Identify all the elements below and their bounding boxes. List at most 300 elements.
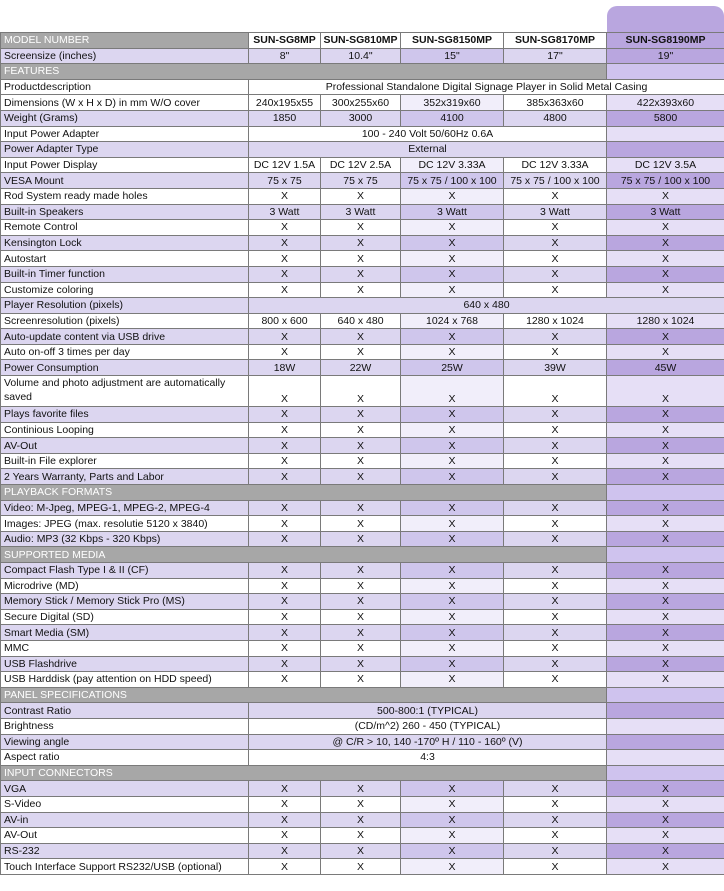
spec-label: Continious Looping (1, 422, 249, 438)
spec-value: X (607, 812, 724, 828)
spec-value: X (401, 453, 504, 469)
spec-value: DC 12V 2.5A (321, 157, 401, 173)
spec-value: X (607, 781, 724, 797)
spec-row (1, 828, 724, 844)
spec-value: 1850 (249, 110, 321, 126)
spec-value: X (401, 251, 504, 267)
spec-label: Touch Interface Support RS232/USB (optional) (1, 859, 249, 875)
spec-value: X (249, 594, 321, 610)
spec-value: X (401, 812, 504, 828)
spec-label: Input Power Adapter (1, 126, 249, 142)
spec-value: X (249, 656, 321, 672)
spec-value: X (504, 266, 607, 282)
spec-value: X (504, 843, 607, 859)
spec-value: X (401, 828, 504, 844)
spec-value: X (321, 469, 401, 485)
spec-label: Smart Media (SM) (1, 625, 249, 641)
spec-row (1, 79, 724, 95)
spec-row (1, 313, 724, 329)
spec-value: X (504, 469, 607, 485)
spec-label: RS-232 (1, 843, 249, 859)
spec-value: X (607, 469, 724, 485)
spec-value: 385x363x60 (504, 95, 607, 111)
spec-label: Power Adapter Type (1, 142, 249, 158)
spec-value: X (401, 843, 504, 859)
section-accent-cell (607, 64, 724, 80)
spec-value: DC 12V 1.5A (249, 157, 321, 173)
spec-value: X (607, 594, 724, 610)
spec-value: X (504, 609, 607, 625)
spec-value: X (249, 625, 321, 641)
spec-value: X (249, 500, 321, 516)
spec-value: 17" (504, 48, 607, 64)
spec-row (1, 500, 724, 516)
section-title: PLAYBACK FORMATS (1, 485, 607, 501)
spec-value: X (607, 235, 724, 251)
spec-value: X (321, 812, 401, 828)
spec-row (1, 703, 724, 719)
spec-label: Images: JPEG (max. resolutie 5120 x 3840) (1, 516, 249, 532)
spec-value: X (249, 282, 321, 298)
spec-label: Built-in Speakers (1, 204, 249, 220)
spec-value: X (401, 266, 504, 282)
spec-value: 1024 x 768 (401, 313, 504, 329)
spec-value: X (504, 344, 607, 360)
spec-value: X (401, 563, 504, 579)
spec-value: X (249, 843, 321, 859)
spec-label: Secure Digital (SD) (1, 609, 249, 625)
spec-row (1, 563, 724, 579)
spec-value: X (321, 516, 401, 532)
spec-label: Brightness (1, 718, 249, 734)
spec-label: Screensize (inches) (1, 48, 249, 64)
spec-value-empty (607, 142, 724, 158)
spec-value: 19" (607, 48, 724, 64)
spec-value: 75 x 75 (249, 173, 321, 189)
spec-label: Kensington Lock (1, 235, 249, 251)
spec-value: X (321, 344, 401, 360)
spec-value: X (504, 672, 607, 688)
spec-value: X (401, 672, 504, 688)
spec-value: X (504, 251, 607, 267)
spec-value: X (504, 500, 607, 516)
spec-row (1, 173, 724, 189)
spec-value: 22W (321, 360, 401, 376)
spec-row (1, 718, 724, 734)
spec-row (1, 48, 724, 64)
spec-value: 3 Watt (321, 204, 401, 220)
spec-value: X (401, 329, 504, 345)
spec-row (1, 344, 724, 360)
spec-value-empty (607, 734, 724, 750)
spec-value: X (249, 516, 321, 532)
section-accent-cell (607, 687, 724, 703)
spec-label: Contrast Ratio (1, 703, 249, 719)
spec-row (1, 796, 724, 812)
spec-value: X (321, 609, 401, 625)
spec-row (1, 453, 724, 469)
spec-table (0, 32, 724, 875)
spec-value: X (249, 266, 321, 282)
spec-value: X (401, 656, 504, 672)
spec-value: 352x319x60 (401, 95, 504, 111)
spec-value: X (321, 828, 401, 844)
spec-value: 422x393x60 (607, 95, 724, 111)
spec-row (1, 235, 724, 251)
spec-value: X (607, 251, 724, 267)
spec-value: X (504, 828, 607, 844)
spec-value: X (607, 672, 724, 688)
spec-value: X (321, 796, 401, 812)
spec-value: DC 12V 3.5A (607, 157, 724, 173)
spec-label: Input Power Display (1, 157, 249, 173)
spec-label: MODEL NUMBER (1, 33, 249, 49)
spec-value: X (504, 625, 607, 641)
spec-value: X (504, 859, 607, 875)
section-title: INPUT CONNECTORS (1, 765, 607, 781)
spec-value: X (504, 796, 607, 812)
spec-label: Auto on-off 3 times per day (1, 344, 249, 360)
spec-value: X (607, 625, 724, 641)
spec-value: X (249, 220, 321, 236)
spec-label: AV-Out (1, 438, 249, 454)
model-header-row (1, 33, 724, 49)
spec-value: X (249, 859, 321, 875)
spec-label: S-Video (1, 796, 249, 812)
spec-value: X (504, 531, 607, 547)
spec-value: X (321, 407, 401, 423)
spec-row (1, 859, 724, 875)
spec-label: Player Resolution (pixels) (1, 298, 249, 314)
spec-value: X (504, 235, 607, 251)
spec-row (1, 142, 724, 158)
spec-label: Microdrive (MD) (1, 578, 249, 594)
spec-label: Autostart (1, 251, 249, 267)
spec-value: X (249, 609, 321, 625)
model-name: SUN-SG8150MP (401, 33, 504, 49)
spec-label: USB Flashdrive (1, 656, 249, 672)
model-name: SUN-SG8190MP (607, 33, 724, 49)
spec-value: X (607, 266, 724, 282)
spec-value: X (607, 796, 724, 812)
spec-value: 4100 (401, 110, 504, 126)
spec-value-spanning: 640 x 480 (249, 298, 724, 314)
spec-value-empty (607, 126, 724, 142)
spec-value: X (607, 500, 724, 516)
spec-row (1, 220, 724, 236)
spec-row (1, 95, 724, 111)
spec-row (1, 734, 724, 750)
spec-label: Built-in Timer function (1, 266, 249, 282)
spec-row (1, 640, 724, 656)
spec-value: X (321, 266, 401, 282)
spec-label: VESA Mount (1, 173, 249, 189)
spec-label: Screenresolution (pixels) (1, 313, 249, 329)
spec-value: X (607, 438, 724, 454)
section-accent-cell (607, 765, 724, 781)
spec-value: X (607, 376, 724, 407)
spec-value: 5800 (607, 110, 724, 126)
spec-row (1, 376, 724, 407)
spec-value: 75 x 75 / 100 x 100 (504, 173, 607, 189)
spec-label: AV-in (1, 812, 249, 828)
spec-label: Remote Control (1, 220, 249, 236)
spec-value: X (249, 812, 321, 828)
spec-label: Audio: MP3 (32 Kbps - 320 Kbps) (1, 531, 249, 547)
spec-value: X (401, 469, 504, 485)
spec-value: X (607, 422, 724, 438)
spec-value: X (321, 531, 401, 547)
spec-value: X (504, 594, 607, 610)
spec-value: X (607, 531, 724, 547)
spec-value: X (321, 251, 401, 267)
spec-value: X (607, 578, 724, 594)
spec-value: X (401, 282, 504, 298)
spec-value: X (504, 329, 607, 345)
spec-row (1, 251, 724, 267)
spec-value: X (321, 859, 401, 875)
spec-value: X (249, 344, 321, 360)
spec-value: 800 x 600 (249, 313, 321, 329)
spec-label: Rod System ready made holes (1, 188, 249, 204)
spec-value: X (504, 282, 607, 298)
spec-value: X (321, 781, 401, 797)
spec-value: X (401, 188, 504, 204)
spec-value: X (321, 438, 401, 454)
spec-row (1, 329, 724, 345)
section-title: SUPPORTED MEDIA (1, 547, 607, 563)
spec-row (1, 516, 724, 532)
spec-value: X (607, 407, 724, 423)
spec-value: X (321, 656, 401, 672)
spec-value: X (249, 422, 321, 438)
section-header (1, 687, 724, 703)
spec-value: X (321, 422, 401, 438)
spec-value: X (249, 251, 321, 267)
spec-value: X (321, 640, 401, 656)
spec-value: X (249, 640, 321, 656)
spec-label: Compact Flash Type I & II (CF) (1, 563, 249, 579)
spec-value: X (401, 235, 504, 251)
spec-row (1, 594, 724, 610)
spec-value: X (401, 500, 504, 516)
spec-value: 75 x 75 / 100 x 100 (607, 173, 724, 189)
spec-value: X (401, 422, 504, 438)
spec-label: AV-Out (1, 828, 249, 844)
spec-label: Weight (Grams) (1, 110, 249, 126)
model-name: SUN-SG810MP (321, 33, 401, 49)
spec-value: X (249, 407, 321, 423)
spec-row (1, 282, 724, 298)
spec-value: X (504, 220, 607, 236)
spec-value: 240x195x55 (249, 95, 321, 111)
spec-value: X (504, 781, 607, 797)
spec-value: X (504, 422, 607, 438)
spec-value: X (249, 453, 321, 469)
spec-value: X (401, 438, 504, 454)
spec-row (1, 625, 724, 641)
spec-value-empty (607, 703, 724, 719)
spec-value: X (249, 235, 321, 251)
spec-value: X (249, 469, 321, 485)
section-header (1, 485, 724, 501)
spec-value-spanning: @ C/R > 10, 140 -170º H / 110 - 160º (V) (249, 734, 607, 750)
spec-row (1, 360, 724, 376)
spec-value-spanning: External (249, 142, 607, 158)
spec-row (1, 812, 724, 828)
spec-row (1, 609, 724, 625)
spec-value: X (401, 594, 504, 610)
spec-value: X (321, 625, 401, 641)
spec-row (1, 531, 724, 547)
section-accent-cell (607, 547, 724, 563)
spec-label: Auto-update content via USB drive (1, 329, 249, 345)
spec-value-empty (607, 750, 724, 766)
spec-value: 75 x 75 (321, 173, 401, 189)
spec-value: X (249, 531, 321, 547)
spec-value: X (401, 625, 504, 641)
spec-value: X (504, 453, 607, 469)
spec-row (1, 750, 724, 766)
spec-value: X (504, 407, 607, 423)
spec-value: 300x255x60 (321, 95, 401, 111)
spec-value: X (504, 376, 607, 407)
spec-value: X (607, 453, 724, 469)
spec-label: Productdescription (1, 79, 249, 95)
spec-value: X (249, 828, 321, 844)
spec-value: X (249, 563, 321, 579)
spec-value: X (401, 578, 504, 594)
spec-value: X (321, 500, 401, 516)
spec-value: 640 x 480 (321, 313, 401, 329)
spec-value: X (249, 578, 321, 594)
spec-value-empty (607, 718, 724, 734)
spec-value: X (607, 640, 724, 656)
section-title: PANEL SPECIFICATIONS (1, 687, 607, 703)
spec-value: X (401, 376, 504, 407)
section-header (1, 765, 724, 781)
spec-row (1, 656, 724, 672)
spec-row (1, 469, 724, 485)
spec-value: X (607, 843, 724, 859)
model-name: SUN-SG8MP (249, 33, 321, 49)
spec-value: DC 12V 3.33A (504, 157, 607, 173)
spec-value: X (321, 578, 401, 594)
model-name: SUN-SG8170MP (504, 33, 607, 49)
spec-value: DC 12V 3.33A (401, 157, 504, 173)
spec-label: Power Consumption (1, 360, 249, 376)
spec-value: X (321, 188, 401, 204)
spec-label: Video: M-Jpeg, MPEG-1, MPEG-2, MPEG-4 (1, 500, 249, 516)
section-accent-cell (607, 485, 724, 501)
spec-value: X (249, 438, 321, 454)
spec-value: 3 Watt (401, 204, 504, 220)
spec-row (1, 298, 724, 314)
spec-value: X (249, 188, 321, 204)
spec-value: X (607, 329, 724, 345)
spec-value: X (321, 235, 401, 251)
spec-value: X (401, 796, 504, 812)
spec-value: X (607, 516, 724, 532)
spec-label: VGA (1, 781, 249, 797)
spec-value: 3 Watt (607, 204, 724, 220)
spec-value: X (249, 672, 321, 688)
spec-value: X (607, 188, 724, 204)
spec-value: X (321, 220, 401, 236)
spec-value: X (607, 220, 724, 236)
spec-value-spanning: 100 - 240 Volt 50/60Hz 0.6A (249, 126, 607, 142)
spec-value: X (504, 516, 607, 532)
spec-value: X (321, 329, 401, 345)
spec-label: Memory Stick / Memory Stick Pro (MS) (1, 594, 249, 610)
spec-label: Aspect ratio (1, 750, 249, 766)
spec-value: 4800 (504, 110, 607, 126)
spec-value: X (321, 843, 401, 859)
section-header (1, 64, 724, 80)
spec-row (1, 204, 724, 220)
spec-row (1, 438, 724, 454)
spec-value: X (401, 407, 504, 423)
spec-row (1, 266, 724, 282)
spec-value: X (504, 656, 607, 672)
spec-label: Viewing angle (1, 734, 249, 750)
spec-value: X (607, 282, 724, 298)
spec-value-spanning: (CD/m^2) 260 - 450 (TYPICAL) (249, 718, 607, 734)
spec-label: Volume and photo adjustment are automatically saved (1, 376, 249, 407)
spec-value: 39W (504, 360, 607, 376)
spec-row (1, 578, 724, 594)
spec-value: X (504, 438, 607, 454)
spec-value: 45W (607, 360, 724, 376)
section-title: FEATURES (1, 64, 607, 80)
spec-value: 3000 (321, 110, 401, 126)
spec-value: X (607, 656, 724, 672)
spec-label: Customize coloring (1, 282, 249, 298)
spec-value: X (607, 609, 724, 625)
spec-row (1, 781, 724, 797)
spec-value: X (504, 812, 607, 828)
spec-label: MMC (1, 640, 249, 656)
section-header (1, 547, 724, 563)
spec-value: X (249, 329, 321, 345)
spec-row (1, 407, 724, 423)
highlight-column-tab (607, 6, 724, 32)
spec-value: 3 Watt (249, 204, 321, 220)
spec-value: 10.4" (321, 48, 401, 64)
spec-value: X (401, 344, 504, 360)
spec-value: X (401, 859, 504, 875)
spec-label: 2 Years Warranty, Parts and Labor (1, 469, 249, 485)
spec-value: X (249, 376, 321, 407)
spec-value: X (401, 640, 504, 656)
spec-value: X (321, 563, 401, 579)
spec-row (1, 110, 724, 126)
spec-value: X (504, 563, 607, 579)
spec-value: 1280 x 1024 (607, 313, 724, 329)
spec-value: X (321, 594, 401, 610)
spec-value: 18W (249, 360, 321, 376)
spec-value: X (401, 781, 504, 797)
spec-value: 25W (401, 360, 504, 376)
spec-value: X (401, 531, 504, 547)
spec-value: X (321, 282, 401, 298)
spec-value: X (321, 376, 401, 407)
spec-value: X (401, 516, 504, 532)
spec-row (1, 843, 724, 859)
spec-value: 15" (401, 48, 504, 64)
spec-row (1, 188, 724, 204)
spec-value-spanning: 500-800:1 (TYPICAL) (249, 703, 607, 719)
